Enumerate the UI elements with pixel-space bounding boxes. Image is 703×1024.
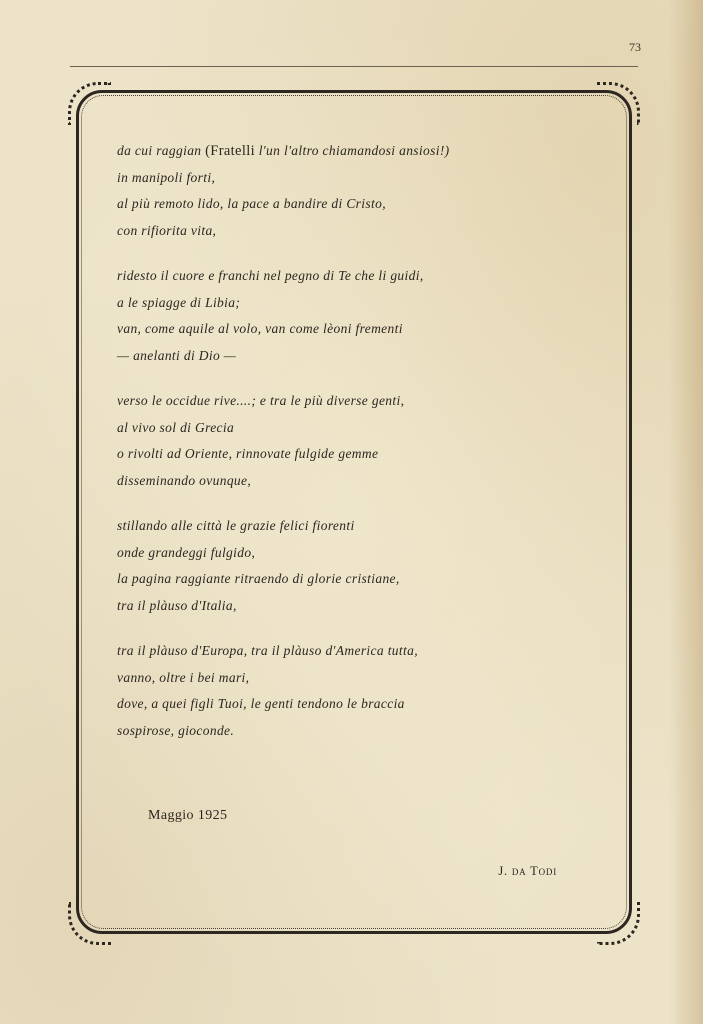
verse-line: al più remoto lido, la pace a bandire di Cristo, xyxy=(117,196,386,211)
header-rule xyxy=(70,66,638,67)
stanza xyxy=(117,638,587,744)
verse-line: ridesto il cuore e franchi nel pegno di Te che li guidi, xyxy=(117,268,424,283)
verse-line: tra il plàuso d'Europa, tra il plàuso d'America tutta, xyxy=(117,643,418,658)
verse-line: tra il plàuso d'Italia, xyxy=(117,597,237,613)
verse-line: a le spiagge di Libia; xyxy=(117,294,241,310)
verse-line: o rivolti ad Oriente, rinnovate fulgide gemme xyxy=(117,446,379,461)
verse-line: verso le occidue rive....; e tra le più diverse genti, xyxy=(117,393,405,408)
verse-line: in manipoli forti, xyxy=(117,169,216,185)
stanza xyxy=(117,388,587,494)
stanza xyxy=(117,513,587,619)
verse-segment-roman: (Fratelli xyxy=(205,143,255,159)
verse-line: onde grandeggi fulgido, xyxy=(117,544,256,560)
frame-corner-ornament xyxy=(68,82,111,125)
verse-segment: l'un l'altro chiamandosi ansiosi!) xyxy=(254,143,450,158)
verse-line: con rifiorita vita, xyxy=(117,222,217,238)
verse-line xyxy=(117,138,587,165)
page-edge-shadow xyxy=(669,0,703,1024)
stanza xyxy=(117,263,587,369)
verse-line: stillando alle città le grazie felici fiorenti xyxy=(117,518,355,533)
verse-line: vanno, oltre i bei mari, xyxy=(117,669,250,685)
verse-line: dove, a quei figli Tuoi, le genti tendono le braccia xyxy=(117,696,405,711)
stanza xyxy=(117,138,587,244)
poem-date: Maggio 1925 xyxy=(148,808,228,823)
frame-corner-ornament xyxy=(597,82,640,125)
verse-segment: da cui raggian xyxy=(117,143,206,158)
verse-line: — anelanti di Dio — xyxy=(117,347,237,363)
page-number: 73 xyxy=(629,40,641,54)
verse-line: sospirose, gioconde. xyxy=(117,722,235,738)
verse-line: disseminando ovunque, xyxy=(117,472,252,488)
frame-corner-ornament xyxy=(68,902,111,945)
verse-line: al vivo sol di Grecia xyxy=(117,419,235,435)
frame-corner-ornament xyxy=(597,902,640,945)
poem-body xyxy=(117,138,587,763)
verse-line: la pagina raggiante ritraendo di glorie cristiane, xyxy=(117,571,400,586)
verse-line: van, come aquile al volo, van come lèoni frementi xyxy=(117,321,403,336)
author-signature: J. da Todi xyxy=(498,864,557,878)
